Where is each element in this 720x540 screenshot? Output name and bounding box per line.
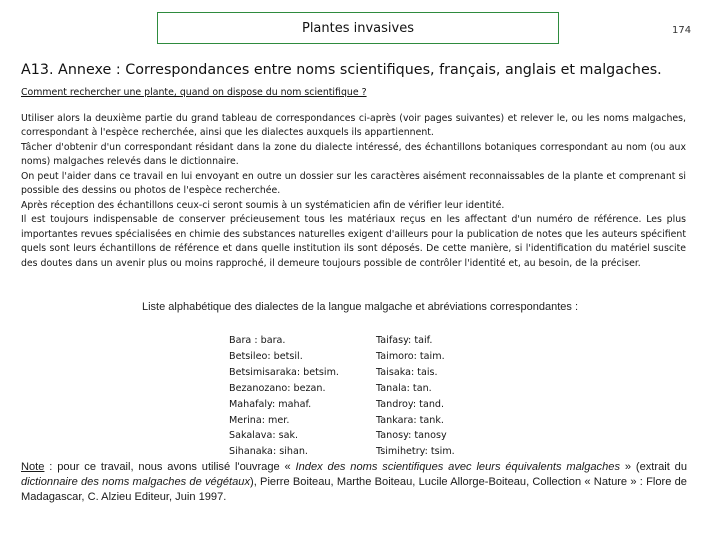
paragraph-5: Il est toujours indispensable de conserver précieusement tous les matériaux reçus en les affectant d'un numéro de référence. Les plus importantes revues spécialisées en chimie des substances naturelles exigent d'ailleurs pour la publication de notes que les auteurs spécifient quels sont leurs échantillons de référence et dans quelle institution ils sont déposés. De cette manière, si l'identification du matériel suscite des doutes dans un avenir plus ou moins rapproché, il demeure toujours possible de contrôler l'identité et, au besoin, de la préciser.	[21, 214, 686, 269]
paragraph-2: Tâcher d'obtenir d'un correspondant résidant dans la zone du dialecte intéressé, des échantillons botaniques correspondant au nom (ou aux noms) malgaches relevés dans le dictionnaire.	[21, 141, 686, 168]
header-title-box	[157, 12, 559, 44]
dialect-entry: Sihanaka: sihan.	[229, 446, 308, 458]
dialect-entry: Merina: mer.	[229, 414, 290, 426]
dialect-entry: Taisaka: tais.	[376, 366, 438, 378]
dialect-entry: Tanala: tan.	[376, 382, 432, 394]
dialect-entry: Betsileo: betsil.	[229, 350, 303, 362]
body-text	[21, 112, 686, 271]
dialect-entry: Tanosy: tanosy	[376, 430, 447, 442]
paragraph-1: Utiliser alors la deuxième partie du grand tableau de correspondances ci-après (voir pages suivantes) et relever le, ou les noms malgaches, correspondant à l'espèce recherchée, ainsi que les dialectes auxquels ils appartiennent.	[21, 113, 686, 139]
dialect-entry: Taifasy: taif.	[376, 335, 433, 346]
dialect-list-heading: Liste alphabétique des dialectes de la langue malgache et abréviations correspondantes :	[141, 301, 578, 313]
note-work-title: Index des noms scientifiques avec leurs équivalents malgaches	[295, 461, 620, 473]
page-number: 174	[672, 25, 692, 36]
dialect-entry: Taimoro: taim.	[376, 350, 445, 362]
dialect-entry: Tankara: tank.	[376, 414, 444, 426]
note-dictionary-title: dictionnaire des noms malgaches de végétaux	[21, 476, 251, 488]
note-label: Note	[21, 461, 45, 473]
dialect-list-right	[376, 333, 455, 460]
dialect-entry: Bezanozano: bezan.	[229, 382, 326, 394]
dialect-entry: Mahafaly: mahaf.	[229, 398, 312, 410]
subheading: Comment rechercher une plante, quand on dispose du nom scientifique ?	[21, 87, 367, 98]
dialect-entry: Betsimisaraka: betsim.	[229, 366, 339, 378]
note-intro: : pour ce travail, nous avons utilisé l'ouvrage «	[44, 461, 296, 473]
section-title: A13. Annexe : Correspondances entre noms scientifiques, français, anglais et malgaches.	[21, 62, 662, 78]
dialect-entry: Tsimihetry: tsim.	[376, 446, 455, 458]
dialect-entry: Tandroy: tand.	[376, 398, 445, 410]
note-mid: » (extrait du	[620, 461, 687, 473]
header-title: Plantes invasives	[301, 20, 415, 36]
dialect-list-left	[229, 333, 339, 460]
paragraph-4: Après réception des échantillons ceux-ci seront soumis à un systématicien afin de vérifier leur identité.	[21, 199, 505, 211]
dialect-entry: Sakalava: sak.	[229, 430, 299, 442]
dialect-entry: Bara : bara.	[229, 335, 286, 346]
footnote	[21, 460, 687, 505]
note-end: ), Pierre Boiteau, Marthe Boiteau, Lucile Allorge-Boiteau, Collection « Nature » : Flore de Madagascar, C. Alzieu Editeur, Juin 1997.	[21, 476, 687, 503]
paragraph-3: On peut l'aider dans ce travail en lui envoyant en outre un dossier sur les caractères aisément reconnaissables de la plante et comprenant si possible des dessins ou photos de l'espèce recherchée.	[21, 170, 686, 197]
